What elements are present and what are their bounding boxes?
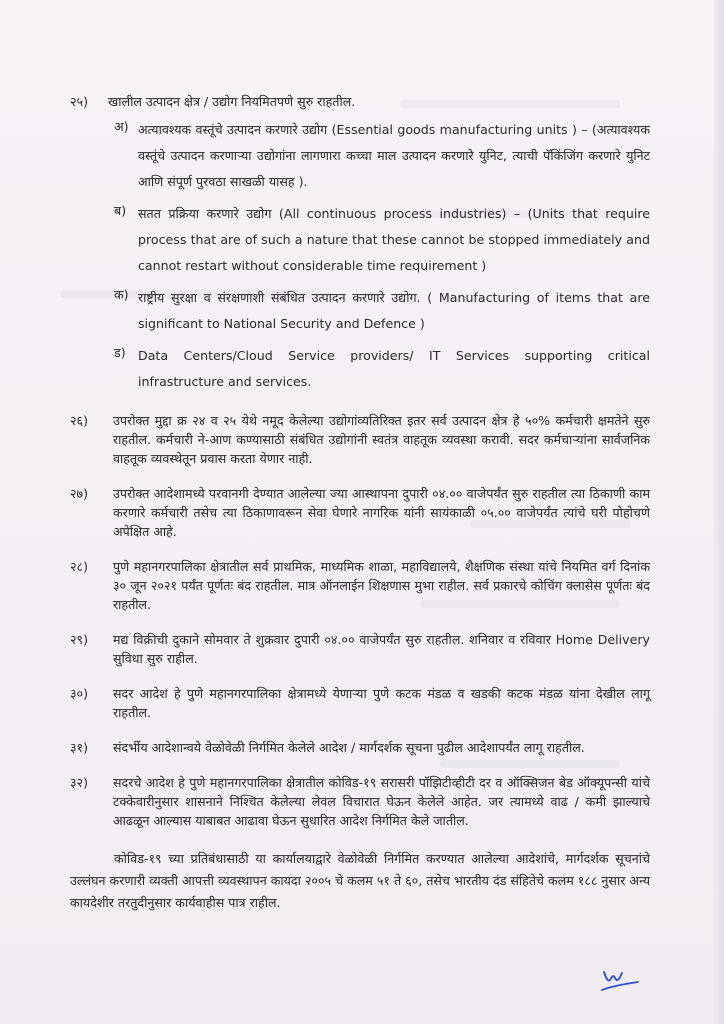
page-edge <box>714 0 724 1024</box>
clause-number: २७) <box>70 486 89 501</box>
clause-25 <box>70 92 650 395</box>
subclause-text: Data Centers/Cloud Service providers/ IT Services supporting critical infrastructure and services. <box>138 348 650 389</box>
clause-number: २५) <box>70 94 89 109</box>
clause-number: २९) <box>70 632 89 647</box>
clause-30 <box>70 684 650 722</box>
subclause-letter: क) <box>114 287 129 302</box>
clause-28 <box>70 557 650 614</box>
subclause-c <box>114 285 650 337</box>
clause-31 <box>70 738 650 757</box>
clause-text: मद्य विक्रीची दुकाने सोमवार ते शुक्रवार दुपारी ०४.०० वाजेपर्यंत सुरु राहतील. शनिवार व रविवार Home Delivery सुविधा सुरु राहील. <box>113 632 650 666</box>
subclause-b <box>114 201 650 279</box>
clause-number: ३२) <box>70 775 89 790</box>
subclause-a <box>114 117 650 195</box>
subclause-text: अत्यावश्यक वस्तूंचे उत्पादन करणारे उद्योग (Essential goods manufacturing units ) – (अत्यावश्यक वस्तूंचे उत्पादन करणाऱ्या उद्योगांना लागणारा कच्चा माल उत्पादन करणारे युनिट, त्याची पॅकिंजिंग करणारे युनिट आणि संपूर्ण पुरवठा साखळी यासह ). <box>138 122 650 189</box>
signature-initials-icon <box>598 964 644 998</box>
clause-number: ३१) <box>70 740 89 755</box>
subclause-letter: ड) <box>114 345 126 360</box>
clause-text: सदर आदेश हे पुणे महानगरपालिका क्षेत्रामध्ये येणाऱ्या पुणे कटक मंडळ व खडकी कटक मंडळ यांना देखील लागू राहतील. <box>113 686 650 720</box>
subclause-text: सतत प्रक्रिया करणारे उद्योग (All continuous process industries) – (Units that require process that are of such a nature that these cannot be stopped immediately and cannot restart without considerable time requirement ) <box>138 206 650 273</box>
subclause-letter: अ) <box>114 119 129 134</box>
clause-number: ३०) <box>70 686 89 701</box>
clause-27 <box>70 484 650 541</box>
clause-text: खालील उत्पादन क्षेत्र / उद्योग नियमितपणे सुरु राहतील. <box>108 94 356 109</box>
clause-29 <box>70 630 650 668</box>
clause-text: उपरोक्त मुद्दा क्र २४ व २५ येथे नमूद केलेल्या उद्योगांव्यतिरिक्त इतर सर्व उत्पादन क्षेत्र हे ५०% कर्मचारी क्षमतेने सुरु राहतील. कर्मचारी ने-आण कण्यासाठी संबंधित उद्योगांनी स्वतंत्र वाहतूक व्यवस्था करावी. सदर कर्मचाऱ्यांना सार्वजनिक वाहतूक व्यवस्थेतून प्रवास करता येणार नाही. <box>113 413 650 466</box>
clause-text: सदरचे आदेश हे पुणे महानगरपालिका क्षेत्रातील कोविड-१९ सरासरी पॉझिटीव्हीटी दर व ऑक्सिजन बेड ऑक्यूपन्सी यांचे टक्केवारीनुसार शासनाने निश्चित केलेल्या लेवल विचारात घेऊन केलेले आहेत. जर त्यामध्ये वाढ / कमी झाल्याचे आढळून आल्यास याबाबत आढावा घेऊन सुधारित आदेश निर्गमित केले जातील. <box>113 775 650 828</box>
closing-paragraph: कोविड-१९ च्या प्रतिबंधासाठी या कार्यालयाद्वारे वेळोवेळी निर्गमित करण्यात आलेल्या आदेशांचे, मार्गदर्शक सूचनांचे उल्लंघन करणारी व्यक्ती आपत्ती व्यवस्थापन कायदा २००५ चे कलम ५१ ते ६०, तसेच भारतीय दंड संहितेचे कलम १८८ नुसार अन्य कायदेशीर तरतुदीनुसार कार्यवाहीस पात्र राहील. <box>70 851 650 910</box>
document-body <box>70 92 650 914</box>
clause-26 <box>70 411 650 468</box>
clause-text: उपरोक्त आदेशामध्ये परवानगी देण्यात आलेल्या ज्या आस्थापना दुपारी ०४.०० वाजेपर्यंत सुरु राहतील त्या ठिकाणी काम करणारे कर्मचारी तसेच त्या ठिकाणावरून सेवा घेणारे नागरिक यांनी सायंकाळी ०५.०० वाजेपर्यंत त्यांचे घरी पोहोचणे अपेक्षित आहे. <box>113 486 650 539</box>
clause-text: पुणे महानगरपालिका क्षेत्रातील सर्व प्राथमिक, माध्यमिक शाळा, महाविद्यालये, शैक्षणिक संस्था यांचे नियमित वर्ग दिनांक ३० जून २०२१ पर्यंत पूर्णतः बंद राहतील. मात्र ऑनलाईन शिक्षणास मुभा राहील. सर्व प्रकारचे कोचिंग क्लासेस पूर्णतः बंद राहतील. <box>113 559 650 612</box>
subclause-text: राष्ट्रीय सुरक्षा व संरक्षणाशी संबंधित उत्पादन करणारे उद्योग. ( Manufacturing of items that are significant to National Security and Defence ) <box>138 290 650 331</box>
clause-text: संदर्भीय आदेशान्वये वेळोवेळी निर्गमित केलेले आदेश / मार्गदर्शक सूचना पुढील आदेशापर्यंत लागू राहतील. <box>113 740 585 755</box>
clause-number: २६) <box>70 413 89 428</box>
subclause-letter: ब) <box>114 203 127 218</box>
clause-32 <box>70 773 650 830</box>
subclause-d <box>114 343 650 395</box>
clause-number: २८) <box>70 559 89 574</box>
